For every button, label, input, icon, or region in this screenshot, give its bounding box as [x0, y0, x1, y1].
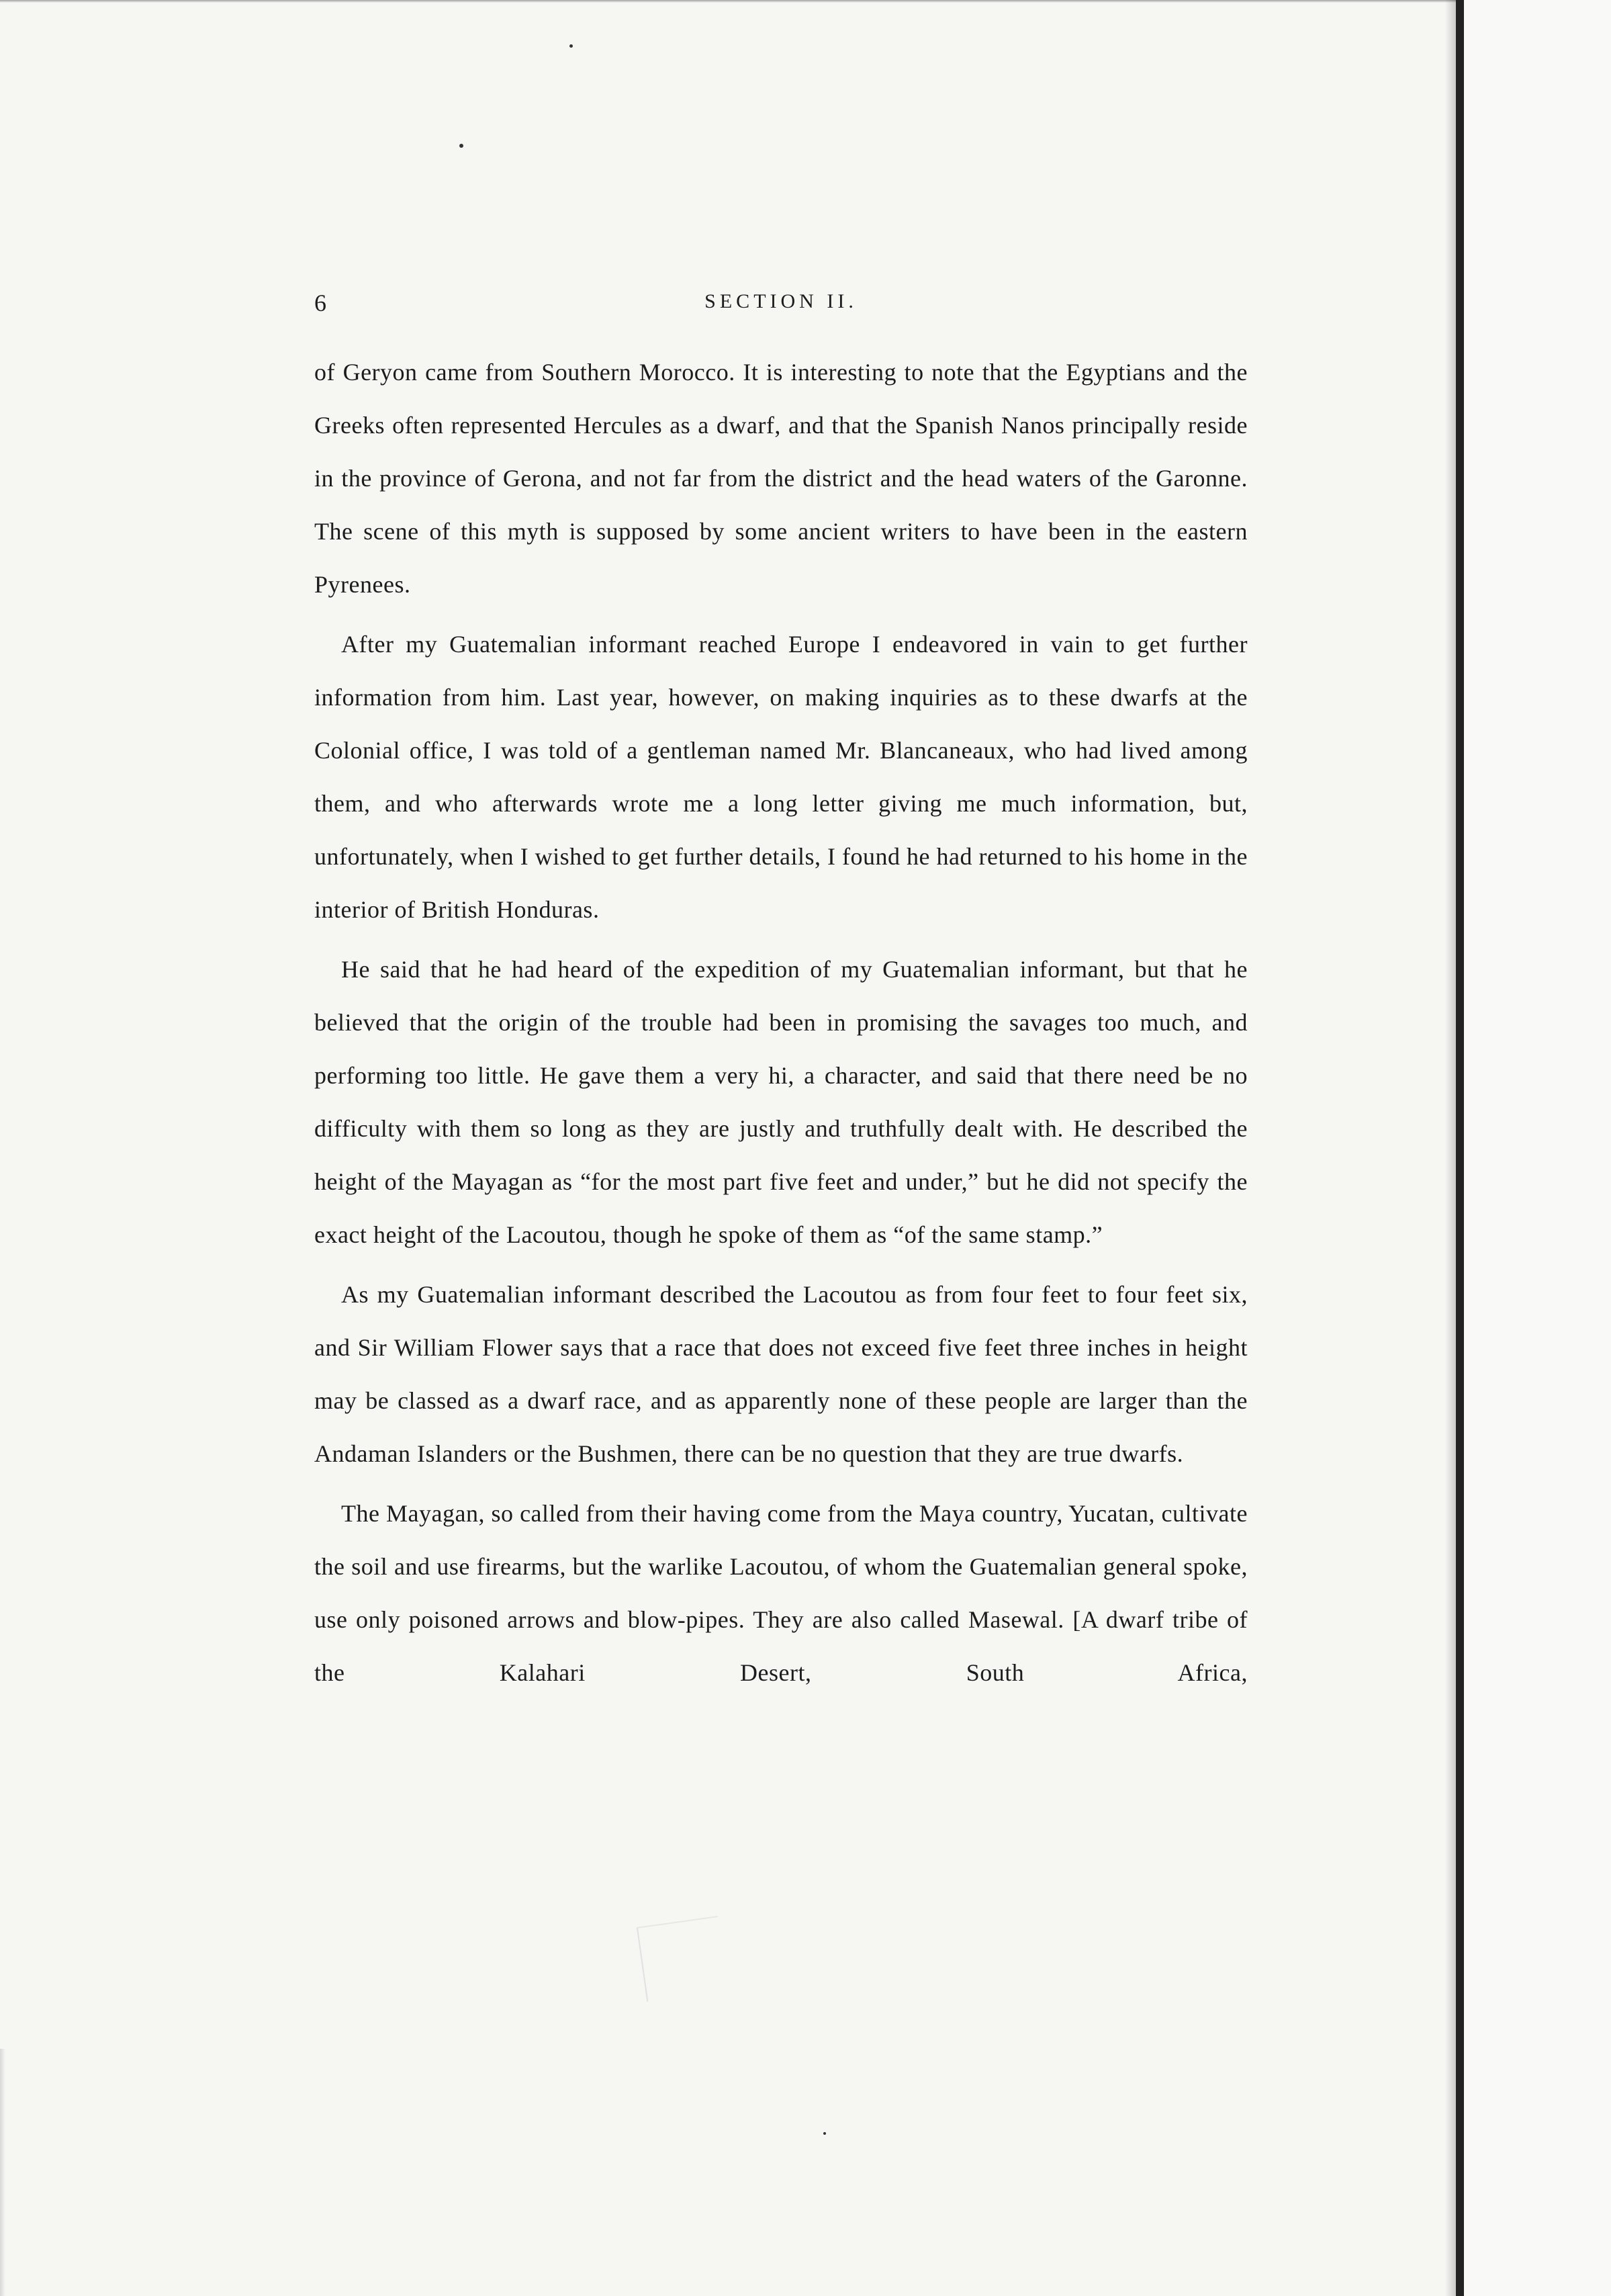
top-edge-shadow — [0, 0, 1457, 3]
binding-shadow — [1445, 0, 1456, 2296]
faint-paper-mark — [637, 1916, 728, 2002]
paragraph: of Geryon came from Southern Morocco. It is interesting to note that the Egyptians and the Greeks often represented Hercules as a dwarf, and that the Spanish Nanos principally reside in the province of Gerona, and not far from the district and the head waters of the Garonne. The scene of this myth is supposed by some ancient writers to have been in the eastern Pyrenees. — [314, 359, 1248, 598]
running-head: SECTION II. — [704, 290, 858, 312]
body-text — [314, 346, 1248, 1759]
paragraph: As my Guatemalian informant described the Lacoutou as from four feet to four feet six, and Sir William Flower says that a race that does not exceed five feet three inches in height may be classed as a dwarf race, and as apparently none of these people are larger than the Andaman Islanders or the Bushmen, there can be no question that they are true dwarfs. — [314, 1281, 1248, 1467]
paragraph: After my Guatemalian informant reached Europe I endeavored in vain to get further information from him. Last year, however, on making inquiries as to these dwarfs at the Colonial office, I was told of a gentleman named Mr. Blancaneaux, who had lived among them, and who afterwards wrote me a long letter giving me much information, but, unfortunately, when I wished to get further details, I found he had returned to his home in the interior of British Honduras. — [314, 631, 1248, 923]
binding-edge — [1456, 0, 1464, 2296]
paragraph: The Mayagan, so called from their having come from the Maya country, Yucatan, cultivate the soil and use firearms, but the warlike Lacoutou, of whom the Guatemalian general spoke, use only poisoned arrows and blow-pipes. They are also called Masewal. [A dwarf tribe of the Kalahari Desert, South Africa, — [314, 1500, 1248, 1686]
paragraph: He said that he had heard of the expedition of my Guatemalian informant, but that he believed that the origin of the trouble had been in promising the savages too much, and performing too little. He gave them a very hi, a character, and said that there need be no difficulty with them so long as they are justly and truthfully dealt with. He described the height of the Mayagan as “for the most part five feet and under,” but he did not specify the exact height of the Lacoutou, though he spoke of them as “of the same stamp.” — [314, 956, 1248, 1248]
left-edge-shadow — [0, 2049, 5, 2296]
ink-speck — [459, 144, 463, 148]
page-header — [314, 289, 1248, 329]
right-margin — [1464, 0, 1611, 2296]
page-number: 6 — [314, 290, 327, 316]
ink-speck — [823, 2132, 826, 2135]
ink-speck — [569, 44, 573, 48]
